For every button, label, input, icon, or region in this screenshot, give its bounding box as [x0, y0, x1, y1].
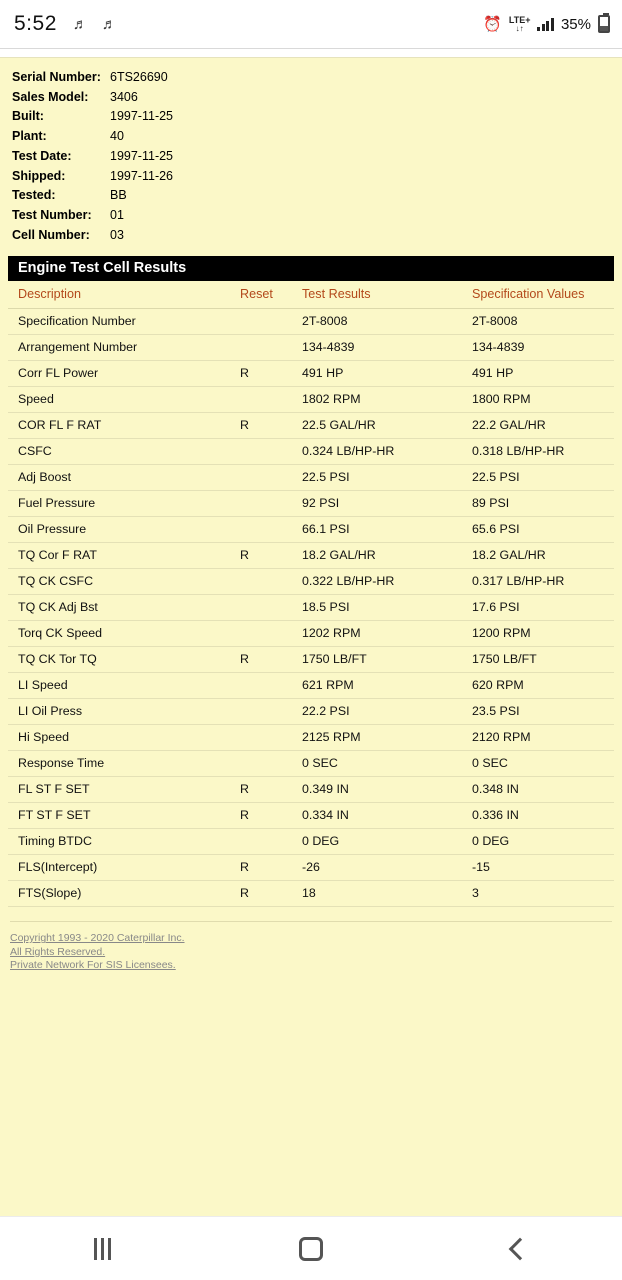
cell-reset: R [230, 803, 292, 829]
info-label: Serial Number: [12, 70, 101, 84]
cell-specification-values: 1200 RPM [462, 621, 614, 647]
info-value: 1997-11-25 [110, 109, 174, 124]
table-row [8, 725, 614, 751]
table-row [8, 855, 614, 881]
cell-specification-values: -15 [462, 855, 614, 881]
table-row [8, 699, 614, 725]
cell-description: FL ST F SET [8, 777, 230, 803]
cell-reset [230, 673, 292, 699]
cell-reset [230, 491, 292, 517]
cell-description: FLS(Intercept) [8, 855, 230, 881]
info-row [12, 68, 622, 88]
cell-test-results: 0.324 LB/HP-HR [292, 439, 462, 465]
column-header-test-results: Test Results [292, 281, 462, 309]
cell-description: TQ CK Adj Bst [8, 595, 230, 621]
cell-test-results: 92 PSI [292, 491, 462, 517]
table-header-row [8, 281, 614, 309]
footer-link[interactable]: All Rights Reserved. [10, 945, 106, 958]
info-row [12, 88, 622, 108]
cell-specification-values: 22.5 PSI [462, 465, 614, 491]
cell-reset [230, 595, 292, 621]
cell-specification-values: 1750 LB/FT [462, 647, 614, 673]
table-row [8, 517, 614, 543]
table-row [8, 361, 614, 387]
cell-reset [230, 335, 292, 361]
table-row [8, 543, 614, 569]
cell-description: Torq CK Speed [8, 621, 230, 647]
cell-specification-values: 22.2 GAL/HR [462, 413, 614, 439]
cell-reset [230, 621, 292, 647]
cell-description: Arrangement Number [8, 335, 230, 361]
cell-test-results: 22.5 PSI [292, 465, 462, 491]
info-value: 03 [110, 227, 124, 242]
table-row [8, 803, 614, 829]
engine-test-results-table [8, 281, 614, 907]
cell-reset [230, 465, 292, 491]
cell-test-results: 66.1 PSI [292, 517, 462, 543]
home-icon[interactable] [299, 1237, 323, 1261]
column-header-specification-values: Specification Values [462, 281, 614, 309]
info-value: BB [110, 188, 127, 203]
cell-description: Fuel Pressure [8, 491, 230, 517]
network-label: LTE+ [508, 14, 531, 25]
cell-specification-values: 0 SEC [462, 751, 614, 777]
cell-description: Adj Boost [8, 465, 230, 491]
cell-test-results: -26 [292, 855, 462, 881]
system-navigation-bar [0, 1216, 622, 1280]
table-row [8, 335, 614, 361]
status-bar [0, 0, 622, 48]
table-row [8, 439, 614, 465]
cell-description: Speed [8, 387, 230, 413]
section-title: Engine Test Cell Results [8, 256, 614, 281]
cell-test-results: 2T-8008 [292, 309, 462, 335]
info-label: Cell Number: [12, 227, 90, 242]
back-icon[interactable] [508, 1237, 531, 1260]
cell-test-results: 22.5 GAL/HR [292, 413, 462, 439]
info-label: Shipped: [12, 168, 66, 183]
table-row [8, 751, 614, 777]
status-system-icons [483, 0, 610, 48]
cell-reset: R [230, 413, 292, 439]
status-time: 5:52 [14, 12, 57, 35]
cell-reset: R [230, 647, 292, 673]
browser-viewport[interactable] [0, 48, 622, 1216]
cell-test-results: 22.2 PSI [292, 699, 462, 725]
cell-description: Specification Number [8, 309, 230, 335]
info-value: 6TS26690 [110, 70, 168, 84]
cell-description: LI Oil Press [8, 699, 230, 725]
signal-strength-icon [537, 17, 554, 31]
cell-reset [230, 569, 292, 595]
info-value: 3406 [110, 89, 138, 104]
cell-specification-values: 0 DEG [462, 829, 614, 855]
cell-specification-values: 0.336 IN [462, 803, 614, 829]
cell-description: CSFC [8, 439, 230, 465]
cell-specification-values: 89 PSI [462, 491, 614, 517]
column-header-description: Description [8, 281, 230, 309]
cell-test-results: 18.5 PSI [292, 595, 462, 621]
footer-link[interactable]: Private Network For SIS Licensees. [10, 959, 176, 972]
cell-test-results: 1202 RPM [292, 621, 462, 647]
table-row [8, 465, 614, 491]
table-row [8, 569, 614, 595]
bluetooth-audio-icon: ♬ [72, 15, 88, 33]
cell-specification-values: 0.318 LB/HP-HR [462, 439, 614, 465]
info-label: Sales Model: [12, 89, 89, 104]
network-type-indicator [509, 16, 531, 33]
cell-description: Timing BTDC [8, 829, 230, 855]
battery-percent-label: 35% [560, 15, 591, 33]
column-header-reset: Reset [230, 281, 292, 309]
cell-reset [230, 829, 292, 855]
status-notification-icons [73, 17, 117, 32]
info-label: Test Number: [12, 207, 92, 222]
cell-reset [230, 725, 292, 751]
cell-description: TQ CK Tor TQ [8, 647, 230, 673]
cell-reset [230, 517, 292, 543]
info-row [12, 206, 622, 226]
cell-specification-values: 134-4839 [462, 335, 614, 361]
info-row [12, 107, 622, 127]
copyright-footer [10, 921, 612, 973]
cell-reset: R [230, 881, 292, 907]
cell-reset [230, 309, 292, 335]
cell-test-results: 0 DEG [292, 829, 462, 855]
cell-description: Oil Pressure [8, 517, 230, 543]
cell-description: Corr FL Power [8, 361, 230, 387]
info-row [12, 147, 622, 167]
cell-reset [230, 751, 292, 777]
info-label: Built: [12, 109, 44, 124]
cell-description: Hi Speed [8, 725, 230, 751]
table-row [8, 491, 614, 517]
cell-test-results: 0.349 IN [292, 777, 462, 803]
cell-reset [230, 699, 292, 725]
network-data-arrows: ↓↑ [515, 23, 524, 33]
info-row [12, 226, 622, 246]
cell-specification-values: 17.6 PSI [462, 595, 614, 621]
cell-description: Response Time [8, 751, 230, 777]
info-value: 40 [110, 129, 124, 144]
table-row [8, 413, 614, 439]
info-label: Test Date: [12, 148, 72, 163]
cell-test-results: 621 RPM [292, 673, 462, 699]
bluetooth-audio-icon: ♬ [101, 15, 117, 33]
cell-description: TQ CK CSFC [8, 569, 230, 595]
table-row [8, 647, 614, 673]
info-value: 01 [110, 207, 124, 222]
table-row [8, 621, 614, 647]
cell-test-results: 0.322 LB/HP-HR [292, 569, 462, 595]
info-row [12, 127, 622, 147]
table-body [8, 309, 614, 907]
document-body [0, 57, 622, 1216]
info-value: 1997-11-25 [110, 148, 174, 163]
table-row [8, 673, 614, 699]
cell-test-results: 1750 LB/FT [292, 647, 462, 673]
cell-description: TQ Cor F RAT [8, 543, 230, 569]
cell-reset: R [230, 855, 292, 881]
cell-test-results: 491 HP [292, 361, 462, 387]
cell-test-results: 134-4839 [292, 335, 462, 361]
cell-specification-values: 491 HP [462, 361, 614, 387]
cell-description: LI Speed [8, 673, 230, 699]
cell-specification-values: 0.348 IN [462, 777, 614, 803]
table-row [8, 309, 614, 335]
cell-specification-values: 620 RPM [462, 673, 614, 699]
cell-reset [230, 387, 292, 413]
cell-specification-values: 23.5 PSI [462, 699, 614, 725]
cell-reset: R [230, 777, 292, 803]
cell-specification-values: 3 [462, 881, 614, 907]
cell-test-results: 0.334 IN [292, 803, 462, 829]
info-row [12, 186, 622, 206]
cell-test-results: 18.2 GAL/HR [292, 543, 462, 569]
cell-test-results: 18 [292, 881, 462, 907]
alarm-clock-icon: ⏰ [483, 16, 502, 33]
cell-description: FT ST F SET [8, 803, 230, 829]
cell-test-results: 0 SEC [292, 751, 462, 777]
cell-description: FTS(Slope) [8, 881, 230, 907]
cell-test-results: 1802 RPM [292, 387, 462, 413]
info-row [12, 167, 622, 187]
recents-icon[interactable] [94, 1238, 111, 1260]
engine-info-fields [0, 58, 622, 251]
table-row [8, 777, 614, 803]
table-row [8, 829, 614, 855]
cell-test-results: 2125 RPM [292, 725, 462, 751]
info-label: Tested: [12, 188, 56, 203]
footer-link[interactable]: Copyright 1993 - 2020 Caterpillar Inc. [10, 932, 185, 945]
cell-specification-values: 65.6 PSI [462, 517, 614, 543]
table-row [8, 881, 614, 907]
cell-reset: R [230, 543, 292, 569]
cell-reset [230, 439, 292, 465]
info-value: 1997-11-26 [110, 168, 174, 183]
table-row [8, 595, 614, 621]
cell-specification-values: 18.2 GAL/HR [462, 543, 614, 569]
table-row [8, 387, 614, 413]
battery-icon [598, 15, 610, 33]
cell-specification-values: 0.317 LB/HP-HR [462, 569, 614, 595]
cell-specification-values: 2T-8008 [462, 309, 614, 335]
cell-specification-values: 2120 RPM [462, 725, 614, 751]
info-label: Plant: [12, 129, 47, 144]
cell-description: COR FL F RAT [8, 413, 230, 439]
cell-specification-values: 1800 RPM [462, 387, 614, 413]
cell-reset: R [230, 361, 292, 387]
